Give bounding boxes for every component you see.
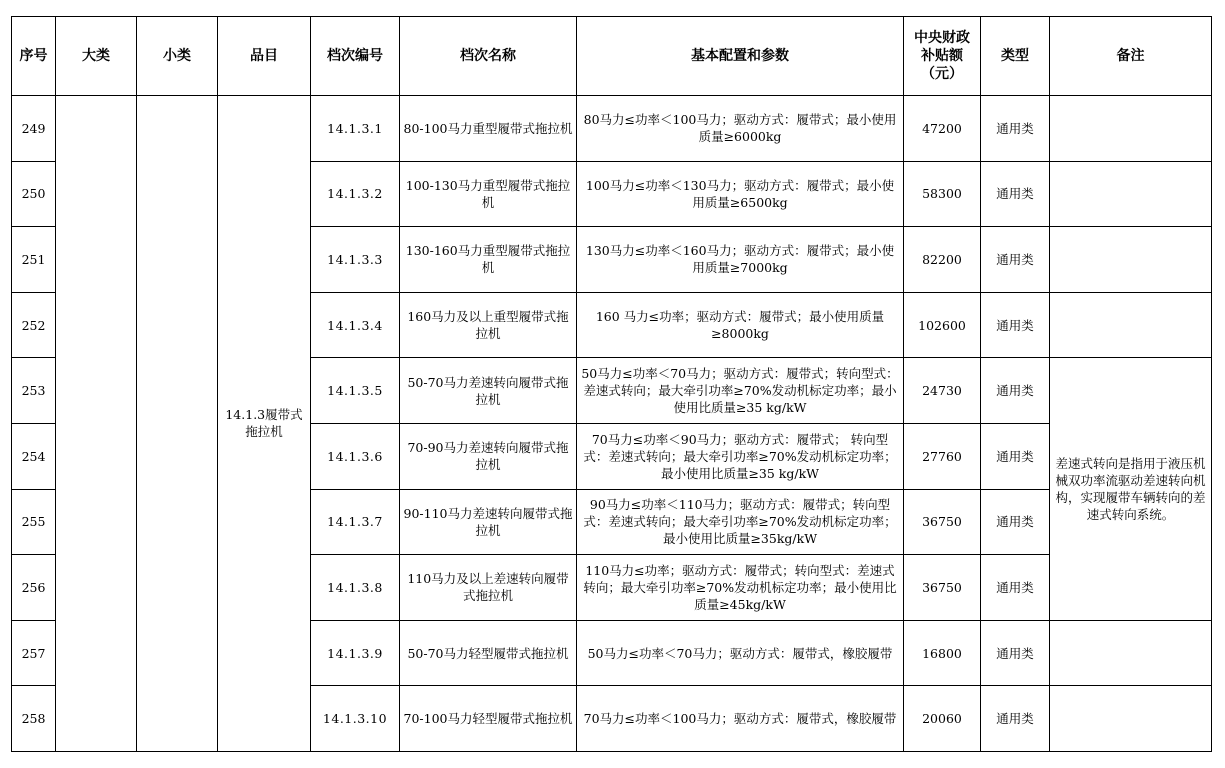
- config-cell: 70马力≤功率＜90马力；驱动方式：履带式； 转向型式：差速式转向；最大牵引功率≥70%发动机标定功率；最小使用比质量≥35 kg/kW: [577, 423, 904, 489]
- note-cell: [1050, 292, 1212, 358]
- subsidy-cell: 16800: [904, 620, 981, 686]
- header-minor: 小类: [137, 17, 218, 96]
- seq-cell: 252: [12, 292, 56, 358]
- grade-name-cell: 110马力及以上差速转向履带式拖拉机: [400, 555, 577, 621]
- config-cell: 110马力≤功率；驱动方式：履带式；转向型式：差速式转向；最大牵引功率≥70%发动机标定功率；最小使用比质量≥45kg/kW: [577, 555, 904, 621]
- config-cell: 80马力≤功率＜100马力；驱动方式：履带式；最小使用质量≥6000kg: [577, 96, 904, 162]
- seq-cell: 256: [12, 555, 56, 621]
- grade-code-cell: 14.1.3.1: [311, 96, 400, 162]
- grade-name-cell: 70-90马力差速转向履带式拖拉机: [400, 423, 577, 489]
- seq-cell: 257: [12, 620, 56, 686]
- grade-code-cell: 14.1.3.10: [311, 686, 400, 752]
- type-cell: 通用类: [981, 423, 1050, 489]
- note-cell: [1050, 620, 1212, 686]
- subsidy-cell: 47200: [904, 96, 981, 162]
- grade-name-cell: 160马力及以上重型履带式拖拉机: [400, 292, 577, 358]
- minor-cell: [137, 96, 218, 752]
- type-cell: 通用类: [981, 555, 1050, 621]
- type-cell: 通用类: [981, 161, 1050, 227]
- config-cell: 50马力≤功率＜70马力；驱动方式：履带式；转向型式：差速式转向；最大牵引功率≥70%发动机标定功率；最小使用比质量≥35 kg/kW: [577, 358, 904, 424]
- subsidy-table: [11, 16, 1212, 752]
- grade-code-cell: 14.1.3.5: [311, 358, 400, 424]
- header-seq: 序号: [12, 17, 56, 96]
- note-cell: [1050, 686, 1212, 752]
- grade-name-cell: 90-110马力差速转向履带式拖拉机: [400, 489, 577, 555]
- grade-name-cell: 50-70马力轻型履带式拖拉机: [400, 620, 577, 686]
- subsidy-cell: 27760: [904, 423, 981, 489]
- config-cell: 130马力≤功率＜160马力；驱动方式：履带式；最小使用质量≥7000kg: [577, 227, 904, 293]
- grade-code-cell: 14.1.3.9: [311, 620, 400, 686]
- type-cell: 通用类: [981, 620, 1050, 686]
- header-config: 基本配置和参数: [577, 17, 904, 96]
- header-major: 大类: [56, 17, 137, 96]
- header-row: [12, 17, 1212, 96]
- seq-cell: 249: [12, 96, 56, 162]
- type-cell: 通用类: [981, 227, 1050, 293]
- seq-cell: 255: [12, 489, 56, 555]
- grade-name-cell: 80-100马力重型履带式拖拉机: [400, 96, 577, 162]
- grade-code-cell: 14.1.3.2: [311, 161, 400, 227]
- grade-code-cell: 14.1.3.7: [311, 489, 400, 555]
- subsidy-cell: 20060: [904, 686, 981, 752]
- config-cell: 50马力≤功率＜70马力；驱动方式：履带式，橡胶履带: [577, 620, 904, 686]
- note-cell: [1050, 227, 1212, 293]
- header-grade-name: 档次名称: [400, 17, 577, 96]
- subsidy-cell: 24730: [904, 358, 981, 424]
- major-cell: [56, 96, 137, 752]
- subsidy-cell: 36750: [904, 489, 981, 555]
- grade-code-cell: 14.1.3.8: [311, 555, 400, 621]
- table-row: [12, 96, 1212, 162]
- type-cell: 通用类: [981, 489, 1050, 555]
- grade-name-cell: 130-160马力重型履带式拖拉机: [400, 227, 577, 293]
- grade-name-cell: 70-100马力轻型履带式拖拉机: [400, 686, 577, 752]
- subsidy-cell: 58300: [904, 161, 981, 227]
- subsidy-cell: 102600: [904, 292, 981, 358]
- grade-name-cell: 100-130马力重型履带式拖拉机: [400, 161, 577, 227]
- config-cell: 100马力≤功率＜130马力；驱动方式：履带式；最小使用质量≥6500kg: [577, 161, 904, 227]
- note-cell: [1050, 96, 1212, 162]
- grade-code-cell: 14.1.3.6: [311, 423, 400, 489]
- config-cell: 90马力≤功率＜110马力；驱动方式：履带式；转向型式：差速式转向；最大牵引功率≥70%发动机标定功率；最小使用比质量≥35kg/kW: [577, 489, 904, 555]
- subsidy-cell: 36750: [904, 555, 981, 621]
- type-cell: 通用类: [981, 96, 1050, 162]
- seq-cell: 253: [12, 358, 56, 424]
- header-subsidy: 中央财政补贴额（元）: [904, 17, 981, 96]
- note-cell: [1050, 161, 1212, 227]
- seq-cell: 258: [12, 686, 56, 752]
- grade-code-cell: 14.1.3.4: [311, 292, 400, 358]
- type-cell: 通用类: [981, 292, 1050, 358]
- header-grade-code: 档次编号: [311, 17, 400, 96]
- seq-cell: 254: [12, 423, 56, 489]
- grade-code-cell: 14.1.3.3: [311, 227, 400, 293]
- header-type: 类型: [981, 17, 1050, 96]
- type-cell: 通用类: [981, 686, 1050, 752]
- subsidy-cell: 82200: [904, 227, 981, 293]
- config-cell: 70马力≤功率＜100马力；驱动方式：履带式，橡胶履带: [577, 686, 904, 752]
- grade-name-cell: 50-70马力差速转向履带式拖拉机: [400, 358, 577, 424]
- seq-cell: 251: [12, 227, 56, 293]
- item-cell: 14.1.3履带式拖拉机: [218, 96, 311, 752]
- seq-cell: 250: [12, 161, 56, 227]
- header-note: 备注: [1050, 17, 1212, 96]
- config-cell: 160 马力≤功率；驱动方式：履带式；最小使用质量≥8000kg: [577, 292, 904, 358]
- type-cell: 通用类: [981, 358, 1050, 424]
- diff-note-cell: 差速式转向是指用于液压机械双功率流驱动差速转向机构，实现履带车辆转向的差速式转向系统。: [1050, 358, 1212, 620]
- header-item: 品目: [218, 17, 311, 96]
